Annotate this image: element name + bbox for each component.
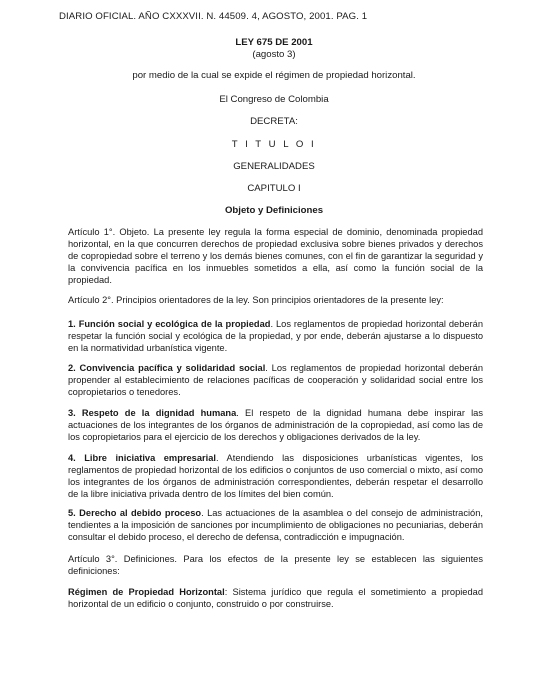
principle-1 (68, 318, 483, 354)
decreta-line: DECRETA: (250, 116, 298, 127)
principle-2-title: 2. Convivencia pacífica y solidaridad social (68, 363, 266, 373)
article-1: Artículo 1°. Objeto. La presente ley regula la forma especial de dominio, denominada propiedad horizontal, en la que concurren derechos de propiedad exclusiva sobre bienes privados y derechos de copropiedad sobre el terreno y los demás bienes comunes, con el fin de garantizar la seguridad y la convivencia pacífica en los inmuebles sometidos a ella, así como la función social de la propiedad. (68, 227, 483, 286)
definition-1-text: : Sistema jurídico que regula el sometimiento a propiedad horizontal de un edificio o conjunto, construido o por construirse. (68, 587, 483, 610)
law-date: (agosto 3) (252, 49, 296, 60)
titulo-heading: T I T U L O I (231, 139, 317, 150)
article-3: Artículo 3°. Definiciones. Para los efectos de la presente ley se establecen las siguientes definiciones: (68, 554, 483, 577)
definition-1 (68, 586, 483, 610)
law-subtitle: por medio de la cual se expide el régimen de propiedad horizontal. (132, 70, 416, 81)
capitulo-heading: CAPITULO I (247, 183, 301, 194)
principle-2-text: . Los reglamentos de propiedad horizontal deberán propender al establecimiento de relaciones pacíficas de cooperación y solidaridad social entre los copropietarios o tenedores. (68, 363, 483, 398)
principle-2 (68, 362, 483, 398)
principle-1-title: 1. Función social y ecológica de la propiedad (68, 319, 271, 329)
principle-5-text: . Las actuaciones de la asamblea o del consejo de administración, tendientes a la imposición de sanciones por incumplimiento de obligaciones no pecuniarias, deberán consultar el debido proceso, el derecho de defensa, contradicción e impugnación. (68, 508, 483, 543)
principle-5-title: 5. Derecho al debido proceso (68, 508, 202, 518)
definition-1-title: Régimen de Propiedad Horizontal (68, 587, 225, 597)
principle-3-text: . El respeto de la dignidad humana debe inspirar las actuaciones de los integrantes de los órganos de administración de la copropiedad, así como las de los copropietarios para el ejercicio de los derechos y obligaciones derivados de la ley. (68, 408, 483, 443)
principle-4 (68, 452, 483, 500)
gazette-header: DIARIO OFICIAL. AÑO CXXXVII. N. 44509. 4, AGOSTO, 2001. PAG. 1 (59, 11, 368, 22)
principle-3-title: 3. Respeto de la dignidad humana (68, 408, 237, 418)
law-title: LEY 675 DE 2001 (235, 37, 313, 48)
congress-line: El Congreso de Colombia (219, 94, 329, 105)
principle-5 (68, 507, 483, 543)
principle-4-title: 4. Libre iniciativa empresarial (68, 453, 216, 463)
objeto-heading: Objeto y Definiciones (224, 205, 324, 216)
principle-1-text: . Los reglamentos de propiedad horizontal deberán respetar la función social y ecológica de la propiedad, y por ende, deberán ajustarse a lo dispuesto en la normatividad urbanística vigente. (68, 319, 483, 354)
principle-4-text: . Atendiendo las disposiciones urbanísticas vigentes, los reglamentos de propiedad horizontal de los edificios o conjuntos de uso comercial o mixto, así como los integrantes de los órganos de administración correspondientes, deberán respetar el desarrollo de la libre iniciativa privada dentro de los límites del bien común. (68, 453, 483, 500)
generalidades-heading: GENERALIDADES (233, 161, 315, 172)
article-2: Artículo 2°. Principios orientadores de la ley. Son principios orientadores de la presente ley: (68, 295, 444, 305)
principle-3 (68, 407, 483, 443)
